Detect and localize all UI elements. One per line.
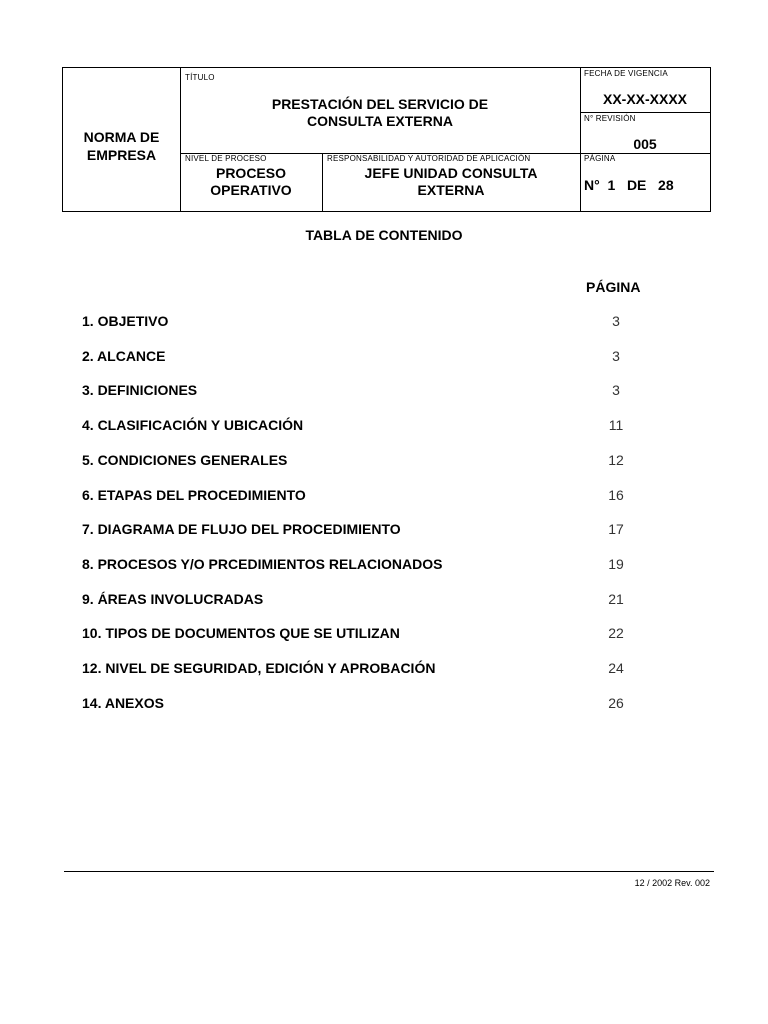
responsabilidad-value <box>322 165 580 199</box>
toc-item-label: 5. CONDICIONES GENERALES <box>82 452 288 468</box>
fecha-vigencia-label: FECHA DE VIGENCIA <box>584 69 668 78</box>
toc-item-page: 26 <box>608 695 624 711</box>
toc-item-label: 6. ETAPAS DEL PROCEDIMIENTO <box>82 487 306 503</box>
toc-item-page: 3 <box>612 382 620 398</box>
toc-title: TABLA DE CONTENIDO <box>305 227 463 243</box>
title-line: PRESTACIÓN DEL SERVICIO DE <box>271 96 489 112</box>
toc-item <box>82 591 642 611</box>
toc-item-label: 14. ANEXOS <box>82 695 164 711</box>
nivel-line: PROCESO <box>215 165 286 181</box>
toc-item <box>82 556 642 576</box>
toc-item <box>82 695 642 715</box>
resp-line: JEFE UNIDAD CONSULTA <box>364 165 538 181</box>
toc-item-page: 12 <box>608 452 624 468</box>
document-header-table <box>62 67 711 212</box>
toc-item-label: 9. ÁREAS INVOLUCRADAS <box>82 591 264 607</box>
document-title <box>180 96 580 130</box>
toc-item-label: 8. PROCESOS Y/O PRCEDIMIENTOS RELACIONADOS <box>82 556 443 572</box>
toc-item-label: 12. NIVEL DE SEGURIDAD, EDICIÓN Y APROBACIÓN <box>82 660 436 676</box>
header-divider <box>580 112 710 113</box>
toc-item-page: 21 <box>608 591 624 607</box>
toc-item-page: 11 <box>608 417 624 433</box>
toc-item-page: 17 <box>608 521 624 537</box>
toc-item <box>82 660 642 680</box>
title-line: CONSULTA EXTERNA <box>307 113 453 129</box>
toc-item-page: 22 <box>608 625 624 641</box>
pagina-label: PÁGINA <box>584 154 616 163</box>
toc-item <box>82 417 642 437</box>
norma-de-empresa <box>63 128 180 164</box>
footer-revision: 12 / 2002 Rev. 002 <box>634 878 710 888</box>
toc-item <box>82 382 642 402</box>
nivel-proceso-label: NIVEL DE PROCESO <box>185 154 267 163</box>
resp-line: EXTERNA <box>417 182 485 198</box>
toc-item <box>82 348 642 368</box>
toc-item-label: 4. CLASIFICACIÓN Y UBICACIÓN <box>82 417 304 433</box>
toc-item-page: 3 <box>612 313 620 329</box>
footer-rule <box>64 871 714 872</box>
norma-line: NORMA DE <box>83 129 160 145</box>
nivel-proceso-value <box>180 165 322 199</box>
toc-item <box>82 521 642 541</box>
toc-item-label: 2. ALCANCE <box>82 348 166 364</box>
toc-page-column-header: PÁGINA <box>586 279 641 295</box>
toc-item-label: 3. DEFINICIONES <box>82 382 198 398</box>
nivel-line: OPERATIVO <box>210 182 292 198</box>
toc-item-label: 7. DIAGRAMA DE FLUJO DEL PROCEDIMIENTO <box>82 521 401 537</box>
toc-item <box>82 313 642 333</box>
revision-label: N° REVISIÓN <box>584 114 636 123</box>
toc-item-page: 24 <box>608 660 624 676</box>
norma-line: EMPRESA <box>86 147 157 163</box>
pagina-value: N° 1 DE 28 <box>584 177 674 193</box>
toc-item <box>82 452 642 472</box>
titulo-label: TÍTULO <box>185 73 215 82</box>
toc-item-label: 10. TIPOS DE DOCUMENTOS QUE SE UTILIZAN <box>82 625 400 641</box>
fecha-vigencia-value: XX-XX-XXXX <box>602 91 688 107</box>
toc-item-label: 1. OBJETIVO <box>82 313 169 329</box>
responsabilidad-label: RESPONSABILIDAD Y AUTORIDAD DE APLICACIÓN <box>327 154 531 163</box>
toc-item-page: 3 <box>612 348 620 364</box>
toc-item-page: 19 <box>608 556 624 572</box>
toc-item <box>82 625 642 645</box>
toc-item-page: 16 <box>608 487 624 503</box>
toc-item <box>82 487 642 507</box>
revision-value: 005 <box>633 136 657 152</box>
